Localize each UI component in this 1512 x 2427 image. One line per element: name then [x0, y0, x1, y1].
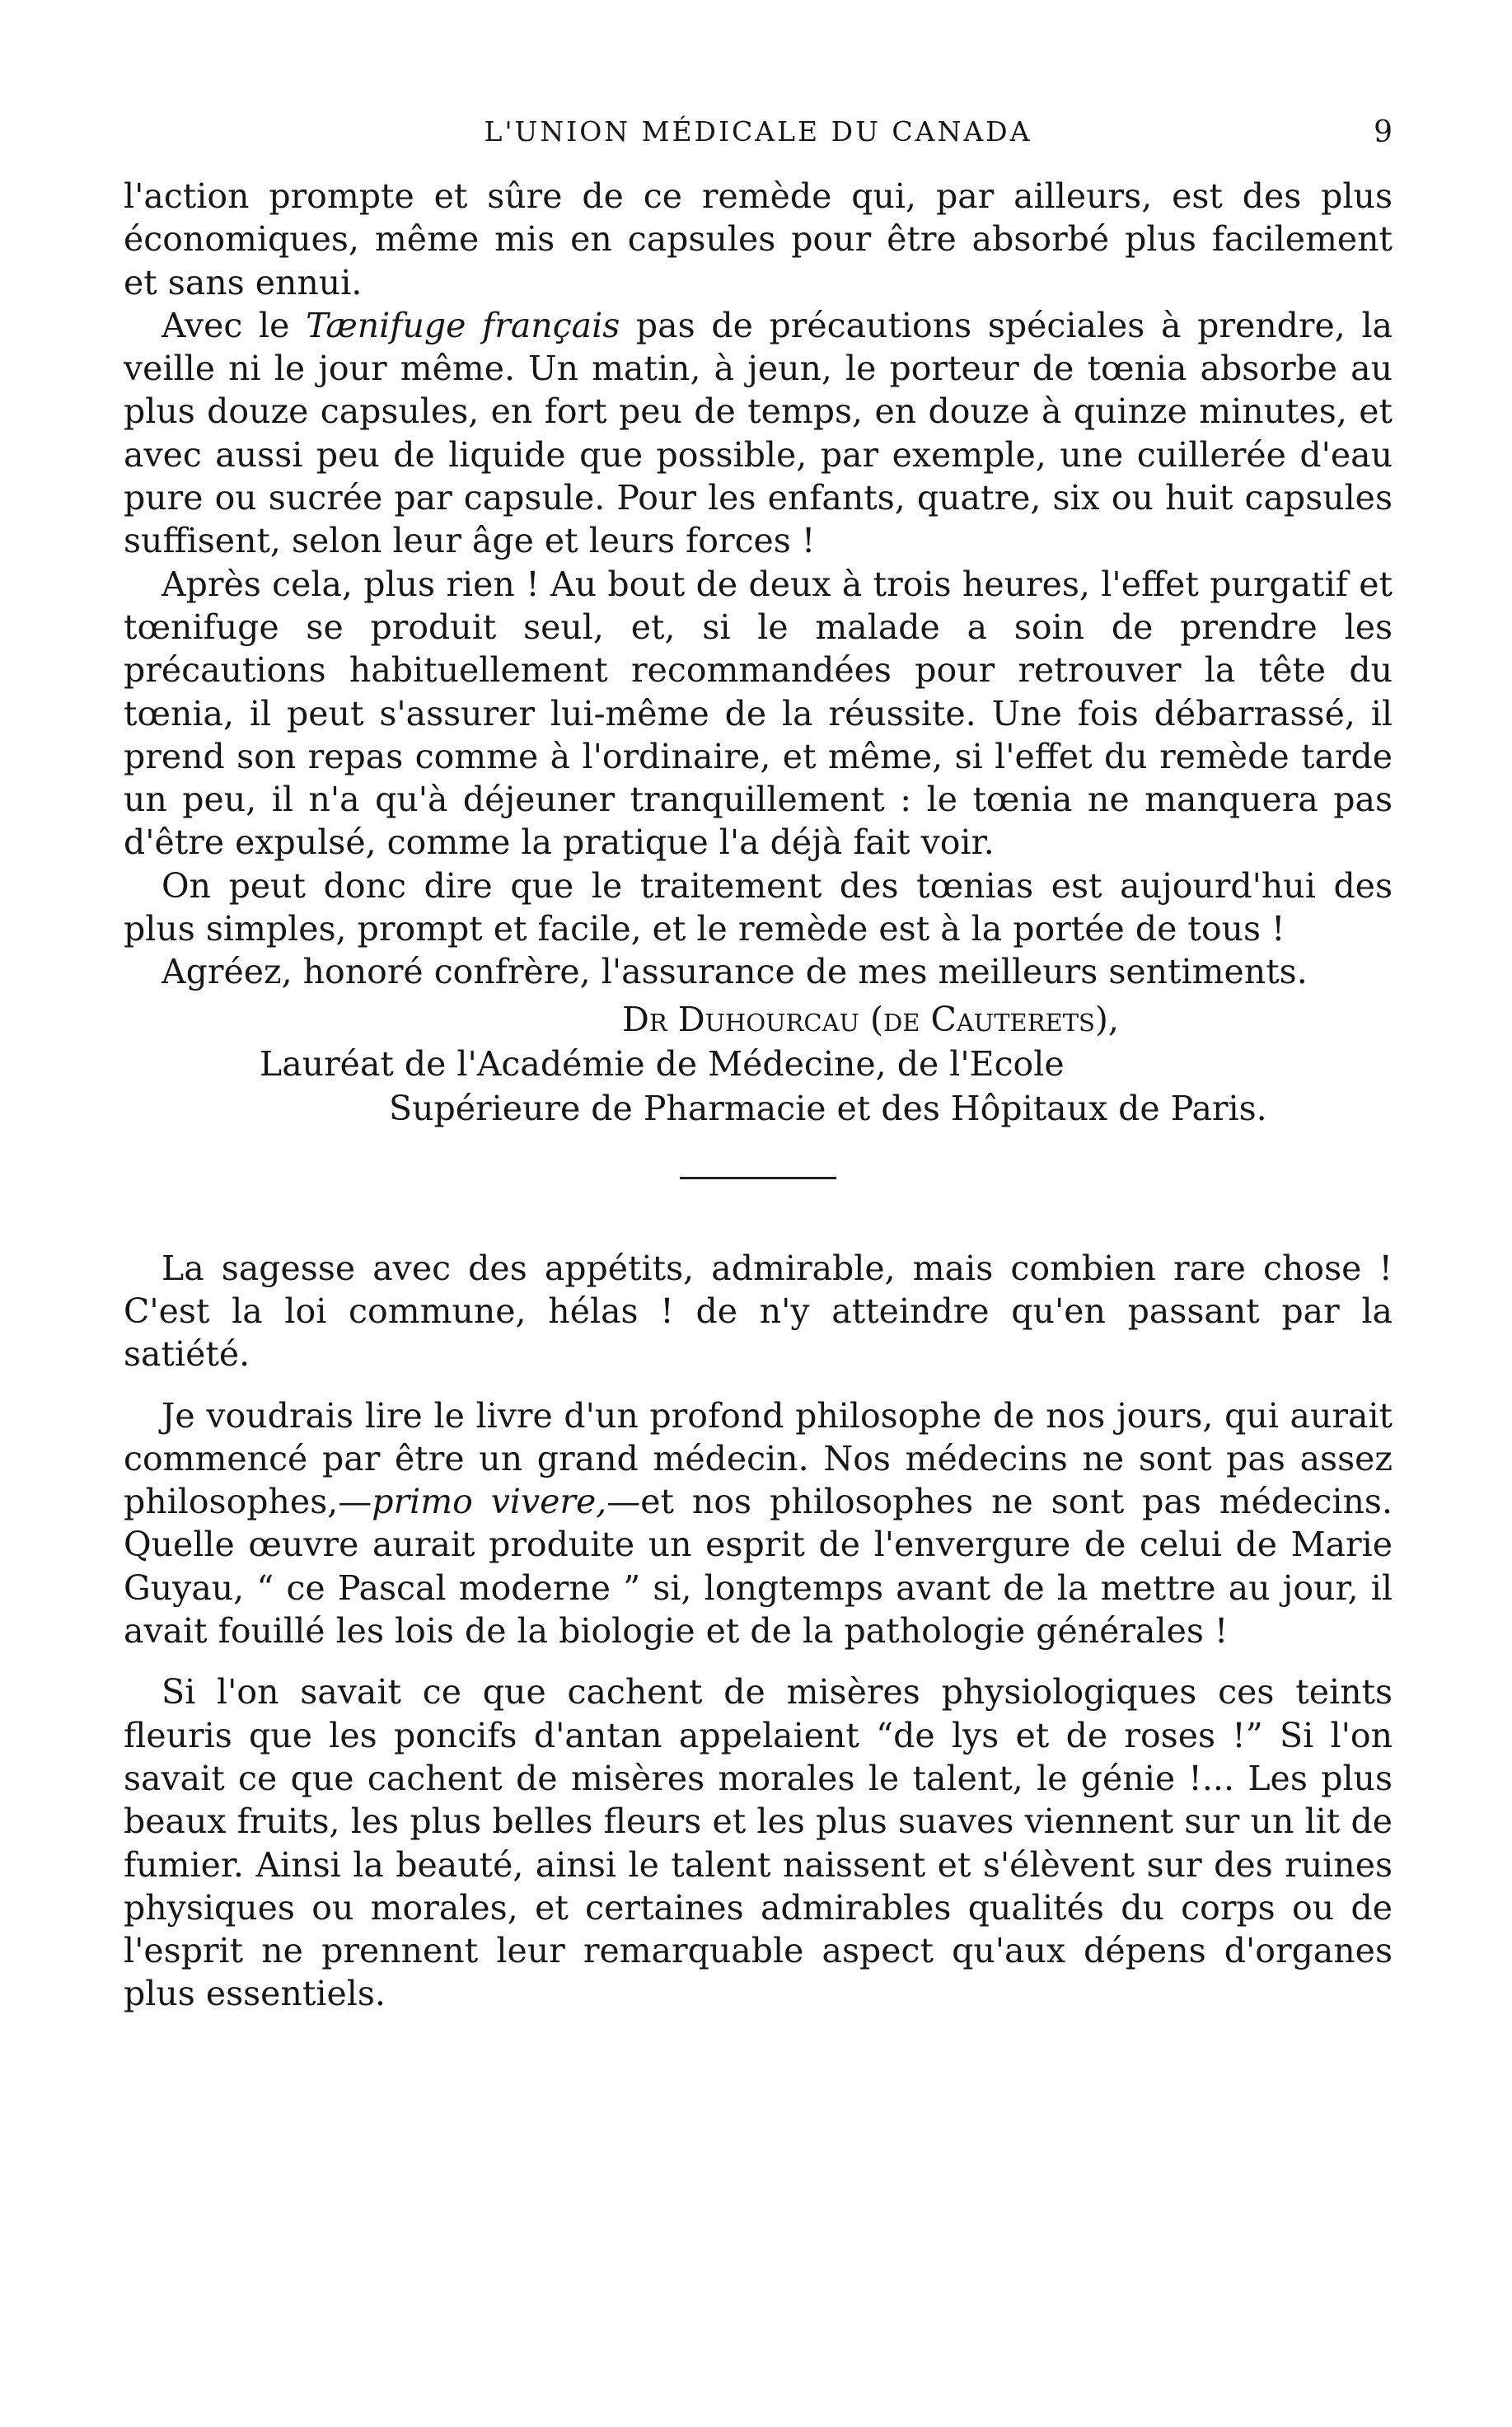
letter-section: [124, 175, 1393, 994]
signature-title-line-2: Supérieure de Pharmacie et des Hôpitaux de Paris.: [389, 1088, 1267, 1128]
essay-paragraph-2-rest: —et nos philosophes ne sont pas médecins. Quelle œuvre aurait produite un esprit de l'envergure de celui de Marie Guyau, “ ce Pascal moderne ” si, longtemps avant de la mettre au jour, il avait fouillé les lois de la biologie et de la pathologie générales !: [124, 1482, 1393, 1652]
letter-paragraph-2-rest: pas de précautions spéciales à prendre, la veille ni le jour même. Un matin, à jeun, le porteur de tœnia absorbe au plus douze capsules, en fort peu de temps, en douze à quinze minutes, et avec aussi peu de liquide que possible, par exemple, une cuillerée d'eau pure ou sucrée par capsule. Pour les enfants, quatre, six ou huit capsules suffisent, selon leur âge et leurs forces !: [124, 305, 1393, 561]
signature-name: Dr Duhourcau (de Cauterets),: [622, 999, 1119, 1039]
product-name: Tænifuge français: [306, 305, 620, 345]
letter-paragraph-4: On peut donc dire que le traitement des tœnias est aujourd'hui des plus simples, prompt et facile, et le remède est à la portée de tous !: [124, 865, 1393, 949]
running-head: L'UNION MÉDICALE DU CANADA: [484, 115, 1032, 148]
letter-paragraph-2-start: Avec le: [161, 305, 307, 345]
essay-paragraph-2: [124, 1394, 1393, 1653]
latin-phrase: primo vivere,: [372, 1482, 607, 1522]
section-separator: [680, 1177, 836, 1179]
letter-paragraph-3: Après cela, plus rien ! Au bout de deux à trois heures, l'effet purgatif et tœnifuge se produit seul, et, si le malade a soin de prendre les précautions habituellement recommandées pour retrouver la tête du tœnia, il peut s'assurer lui-même de la réussite. Une fois débarrassé, il prend son repas comme à l'ordinaire, et même, si l'effet du remède tarde un peu, il n'a qu'à déjeuner tranquillement : le tœnia ne manquera pas d'être expulsé, comme la pratique l'a déjà fait voir.: [124, 564, 1393, 863]
letter-paragraph-2: [124, 304, 1393, 563]
essay-section: [124, 1247, 1393, 2016]
letter-closing: Agréez, honoré confrère, l'assurance de mes meilleurs sentiments.: [161, 952, 1308, 992]
page-header: [124, 115, 1393, 165]
essay-paragraph-3: Si l'on savait ce que cachent de misères physiologiques ces teints fleuris que les poncifs d'antan appelaient “de lys et de roses !” Si l'on savait ce que cachent de misères morales le talent, le génie !... Les plus beaux fruits, les plus belles fleurs et les plus suaves viennent sur un lit de fumier. Ainsi la beauté, ainsi le talent naissent et s'élèvent sur des ruines physiques ou morales, et certaines admirables qualités du corps ou de l'esprit ne prennent leur remarquable aspect qu'aux dépens d'organes plus essentiels.: [124, 1672, 1393, 2014]
signature-block: [124, 997, 1393, 1131]
page-number: 9: [1374, 115, 1393, 149]
signature-title-line-1: Lauréat de l'Académie de Médecine, de l'Ecole: [260, 1043, 1065, 1084]
essay-paragraph-1: La sagesse avec des appétits, admirable, mais combien rare chose ! C'est la loi commune, hélas ! de n'y atteindre qu'en passant par la satiété.: [124, 1248, 1393, 1375]
letter-paragraph-1: l'action prompte et sûre de ce remède qui, par ailleurs, est des plus économiques, même mis en capsules pour être absorbé plus facilement et sans ennui.: [124, 176, 1393, 302]
page: [124, 115, 1393, 2016]
essay-paragraph-2-start: Je voudrais lire le livre d'un profond philosophe de nos jours, qui aurait commencé par être un grand médecin. Nos médecins ne sont pas assez philosophes,—: [124, 1395, 1393, 1522]
